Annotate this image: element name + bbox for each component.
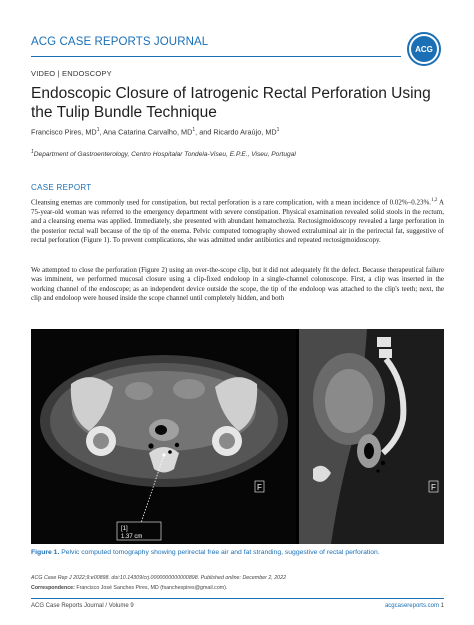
affiliation-sup: 1 <box>31 149 34 155</box>
case-report-heading: CASE REPORT <box>31 183 92 192</box>
para1-text-b: A 75-year-old woman was referred to the emergency department with severe constipation. Physical examination revealed solid stools in the rectum, and a cleansing enema was applied. Immediately, she presented with abundant hematochezia. Rectosigmoidoscopy revealed a large perforation in the posterior rectal wall because of the tip of the enema. Pelvic computed tomography showed extraluminal air in the perirectal fat, suggestive of rectal perforation (Figure 1). To prevent complications, she was admitted under antibiotics and repeated rectosigmoidoscopy. <box>31 198 444 244</box>
ct-scan-image <box>31 329 444 544</box>
header-divider <box>31 56 401 57</box>
article-title: Endoscopic Closure of Iatrogenic Rectal Perforation Using the Tulip Bundle Technique <box>31 85 431 121</box>
figure-caption-text: Pelvic computed tomography showing perirectal free air and fat stranding, suggestive of rectal perforation. <box>59 549 380 556</box>
footer-right <box>385 603 444 609</box>
measure-index-label: [1] <box>121 526 128 532</box>
para1-text-a: Cleansing enemas are commonly used for constipation, but rectal perforation is a rare complication, with a mean incidence of 0.02%–0.23%. <box>31 198 432 207</box>
citation-line: ACG Case Rep J 2022;9:e00898. doi:10.14309/crj.0000000000000898. Published online: December 2, 2022 <box>31 575 287 581</box>
acg-logo <box>407 32 441 66</box>
author-name: Ricardo Araújo, MD <box>213 127 277 137</box>
orientation-marker-left: F <box>257 483 262 492</box>
correspondence-label: Correspondence: <box>31 585 75 591</box>
body-paragraph: We attempted to close the perforation (Figure 2) using an over-the-scope clip, but it did not adequately fit the defect. Because therapeutical failure was imminent, we performed mucosal closure using a clip-fixed endoloop in a single-channel colonoscope. First, a clip was inserted in the working channel of the endoscope; as an independent device outside the scope, the tip of the endoloop was attached to the clip's teeth; next, the clip and endoloop were housed inside the scope channel until completely hidden, and both <box>31 266 444 303</box>
author-separator: , and <box>195 127 214 137</box>
body-paragraph <box>31 196 444 245</box>
author-affil-sup: 1 <box>276 127 280 133</box>
sagittal-ct-panel <box>299 329 444 544</box>
acg-logo-text: ACG <box>415 44 433 54</box>
footer-journal-volume: ACG Case Reports Journal / Volume 9 <box>31 603 134 609</box>
figure-caption-label: Figure 1. <box>31 549 60 556</box>
measure-value-label: 1.37 cm <box>121 534 143 540</box>
author-list <box>31 127 279 136</box>
author-name: Francisco Pires, MD <box>31 127 97 137</box>
figure-1-ct-images <box>31 329 444 544</box>
author-affil-sup: 1 <box>96 127 100 133</box>
author-affil-sup: 1 <box>192 127 196 133</box>
footer-site-link[interactable]: acgcasereports.com <box>384 603 439 609</box>
correspondence-text: Francisco José Sanches Pires, MD (fsanchespires@gmail.com). <box>74 585 228 591</box>
correspondence-line <box>31 585 227 591</box>
section-label: VIDEO | ENDOSCOPY <box>31 69 112 78</box>
journal-title: ACG CASE REPORTS JOURNAL <box>31 36 209 48</box>
figure-caption <box>31 549 444 556</box>
reference-sup: 1,2 <box>431 198 438 203</box>
affiliation <box>31 149 296 158</box>
author-separator: , <box>99 127 104 137</box>
orientation-marker-right: F <box>431 483 436 492</box>
footer-page-number: 1 <box>440 603 444 609</box>
author-name: Ana Catarina Carvalho, MD <box>103 127 193 137</box>
affiliation-text: Department of Gastroenterology, Centro Hospitalar Tondela-Viseu, E.P.E., Viseu, Portugal <box>33 151 296 159</box>
footer-divider <box>31 598 444 599</box>
